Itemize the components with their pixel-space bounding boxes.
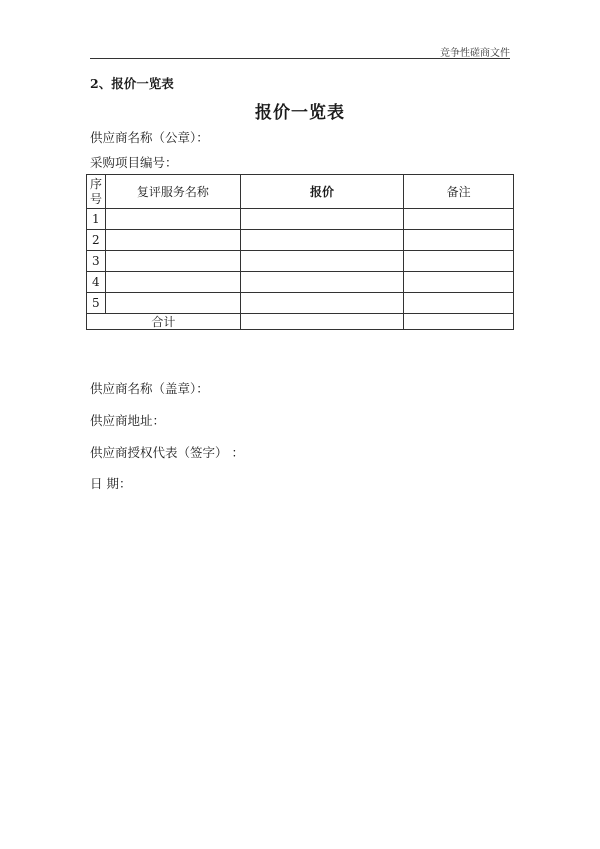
total-price-cell[interactable] [240,314,404,330]
service-name-cell[interactable] [105,293,240,314]
price-cell[interactable] [240,251,404,272]
table-row [87,272,514,293]
remark-cell[interactable] [404,230,514,251]
price-cell[interactable] [240,293,404,314]
quotation-table [86,174,514,330]
remark-cell[interactable] [404,251,514,272]
total-remark-cell[interactable] [404,314,514,330]
date-field: 日 期： [90,476,132,491]
service-name-cell[interactable] [105,230,240,251]
supplier-name-seal-field: 供应商名称（盖章）： [90,381,209,396]
table-row [87,230,514,251]
table-header-row [87,175,514,209]
remark-cell[interactable] [404,293,514,314]
remark-cell[interactable] [404,209,514,230]
price-cell[interactable] [240,209,404,230]
column-header-price: 报价 [240,175,404,209]
total-label: 合计 [87,314,241,330]
row-number: 4 [87,272,106,293]
row-number: 5 [87,293,106,314]
service-name-cell[interactable] [105,209,240,230]
document-type-label: 竞争性磋商文件 [440,48,510,59]
supplier-address-field: 供应商地址： [90,413,166,428]
service-name-cell[interactable] [105,251,240,272]
header-divider [90,58,510,59]
price-cell[interactable] [240,272,404,293]
price-cell[interactable] [240,230,404,251]
column-header-remark: 备注 [404,175,514,209]
remark-cell[interactable] [404,272,514,293]
row-number: 3 [87,251,106,272]
supplier-name-official-seal-field: 供应商名称（公章）： [90,130,209,145]
service-name-cell[interactable] [105,272,240,293]
total-row [87,314,514,330]
table-row [87,293,514,314]
authorized-representative-field: 供应商授权代表（签字） ： [90,445,244,460]
column-header-service: 复评服务名称 [105,175,240,209]
seq-header-line1: 序 [89,176,102,191]
procurement-project-number-field: 采购项目编号： [90,155,178,170]
row-number: 2 [87,230,106,251]
page-title: 报价一览表 [255,103,345,123]
row-number: 1 [87,209,106,230]
table-row [87,251,514,272]
seq-header-line2: 号 [89,191,102,206]
section-heading: 2、报价一览表 [90,76,174,91]
table-row [87,209,514,230]
column-header-seq [87,175,106,209]
